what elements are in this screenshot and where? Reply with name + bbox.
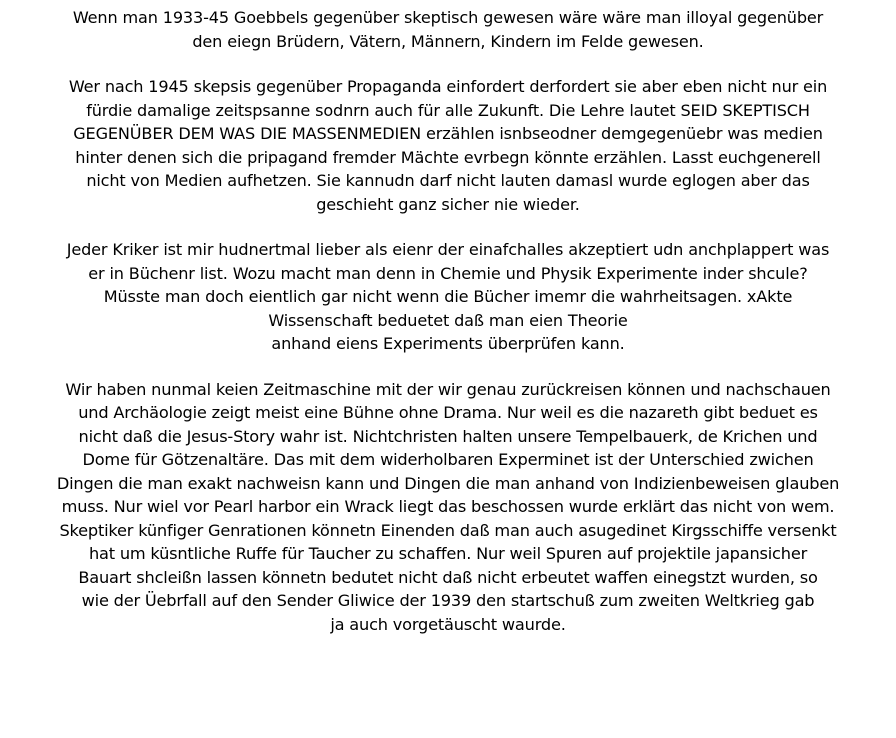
text-line: er in Büchenr list. Wozu macht man denn in Chemie und Physik Experimente inder shcule? xyxy=(88,263,808,283)
text-line: Bauart shcleißn lassen könnetn bedutet nicht daß nicht erbeutet waffen einegstzt wurden, so xyxy=(78,567,818,587)
text-line: nicht daß die Jesus-Story wahr ist. Nichtchristen halten unsere Tempelbauerk, de Krichen und xyxy=(78,426,818,446)
paragraph-4 xyxy=(0,378,896,637)
text-line: Jeder Kriker ist mir hudnertmal lieber als eienr der einafchalles akzeptiert udn anchplappert was xyxy=(66,240,830,259)
text-line: nicht von Medien aufhetzen. Sie kannudn darf nicht lauten damasl wurde eglogen aber das xyxy=(86,171,810,190)
text-line: und Archäologie zeigt meist eine Bühne ohne Drama. Nur weil es die nazareth gibt beduet es xyxy=(78,403,818,422)
text-line: Müsste man doch eientlich gar nicht wenn die Bücher imemr die wahrheitsagen. xAkte xyxy=(103,287,793,306)
text-line: hat um küsntliche Ruffe für Taucher zu schaffen. Nur weil Spuren auf projektile japansicher xyxy=(88,544,808,563)
text-line: geschieht ganz sicher nie wieder. xyxy=(316,194,580,214)
text-line: wie der Üebrfall auf den Sender Gliwice der 1939 den startschuß zum zweiten Weltkrieg gab xyxy=(81,591,815,610)
text-line: Dingen die man exakt nachweisn kann und Dingen die man anhand von Indizienbeweisen glauben xyxy=(56,473,840,493)
paragraph-3 xyxy=(0,238,896,356)
text-line: anhand eiens Experiments überprüfen kann. xyxy=(271,334,625,353)
text-line: fürdie damalige zeitspsanne sodnrn auch für alle Zukunft. Die Lehre lautet SEID SKEPTISCH xyxy=(86,100,810,120)
text-line: Skeptiker künfiger Genrationen könnetn Einenden daß man auch asugedinet Kirgsschiffe versenkt xyxy=(59,520,837,540)
text-line: muss. Nur wiel vor Pearl harbor ein Wrack liegt das beschossen wurde erklärt das nicht von wem. xyxy=(61,497,835,516)
text-line: hinter denen sich die pripagand fremder Mächte evrbegn könnte erzählen. Lasst euchgenerell xyxy=(75,147,821,167)
paragraph-2 xyxy=(0,75,896,216)
text-line: Dome für Götzenaltäre. Das mit dem widerholbaren Experminet ist der Unterschied zwichen xyxy=(82,450,814,469)
text-line: Wir haben nunmal keien Zeitmaschine mit der wir genau zurückreisen können und nachschauen xyxy=(65,379,831,399)
text-line: den eiegn Brüdern, Vätern, Männern, Kindern im Felde gewesen. xyxy=(192,31,704,51)
text-line: Wissenschaft beduetet daß man eien Theorie xyxy=(268,310,628,330)
text-line: Wenn man 1933-45 Goebbels gegenüber skeptisch gewesen wäre wäre man illoyal gegenüber xyxy=(72,8,824,27)
paragraph-1 xyxy=(0,6,896,53)
text-line: GEGENÜBER DEM WAS DIE MASSENMEDIEN erzählen isnbseodner demgegenüebr was medien xyxy=(73,124,823,143)
text-line: Wer nach 1945 skepsis gegenüber Propaganda einfordert derfordert sie aber eben nicht nur ein xyxy=(68,77,828,96)
text-line: ja auch vorgetäuscht waurde. xyxy=(330,614,566,634)
